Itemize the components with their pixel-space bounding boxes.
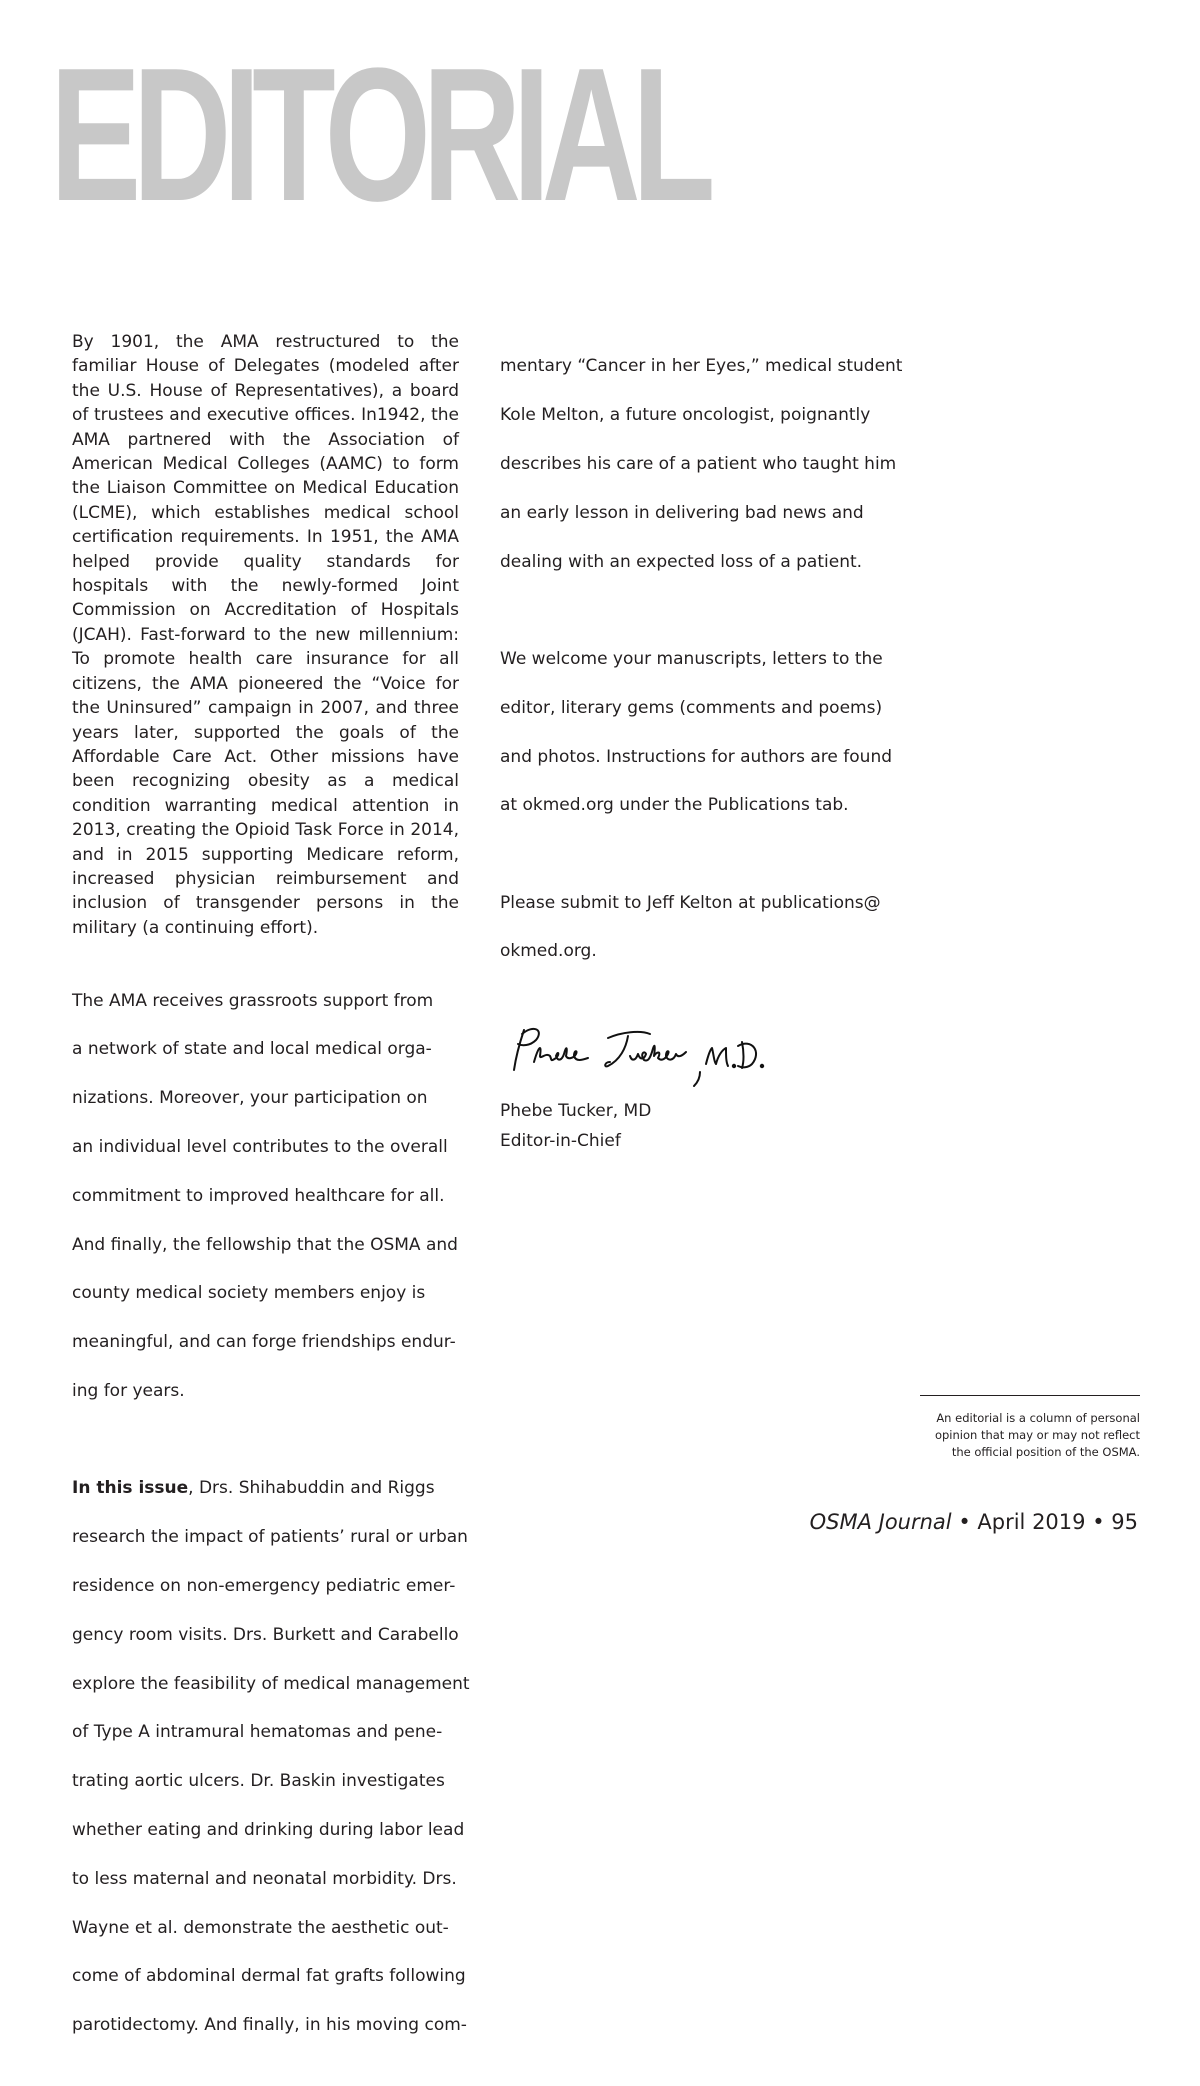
left-column bbox=[72, 330, 470, 2086]
editorial-disclaimer bbox=[920, 1395, 1140, 1461]
text-line: whether eating and drinking during labor lead bbox=[72, 1819, 465, 1840]
signer-title: Editor-in-Chief bbox=[500, 1131, 621, 1152]
text-line: Wayne et al. demonstrate the aesthetic out- bbox=[72, 1917, 449, 1938]
text-line bbox=[72, 1476, 459, 1500]
text-line: an early lesson in delivering bad news and bbox=[500, 502, 864, 523]
text-line: describes his care of a patient who taught him bbox=[500, 454, 897, 475]
text-line: and photos. Instructions for authors are found bbox=[500, 746, 893, 767]
right-column bbox=[500, 330, 903, 1156]
text-line: okmed.org. bbox=[500, 941, 597, 962]
signer-name: Phebe Tucker, MD bbox=[500, 1101, 652, 1122]
text-line: to less maternal and neonatal morbidity. Drs. bbox=[72, 1868, 457, 1889]
disclaimer-line: the official position of the OSMA. bbox=[951, 1445, 1140, 1459]
page-number: 95 bbox=[1111, 1510, 1138, 1534]
in-this-issue-paragraph bbox=[72, 1452, 470, 2062]
commentary-paragraph bbox=[500, 330, 903, 598]
text-line: mentary “Cancer in her Eyes,” medical student bbox=[500, 356, 903, 377]
text-line: parotidectomy. And finally, in his moving com- bbox=[72, 2015, 467, 2036]
disclaimer-line: opinion that may or may not reflect bbox=[934, 1428, 1140, 1442]
footer-separator: • bbox=[951, 1510, 978, 1534]
manuscripts-paragraph bbox=[500, 622, 900, 842]
page-footer bbox=[810, 1510, 1138, 1534]
text-line: Kole Melton, a future oncologist, poignantly bbox=[500, 405, 871, 426]
in-this-issue-rest: , Drs. Shihabuddin and Riggs bbox=[188, 1478, 435, 1499]
text-line: of Type A intramural hematomas and pene- bbox=[72, 1722, 443, 1743]
text-line: meaningful, and can forge friendships endur- bbox=[72, 1332, 456, 1353]
text-line: a network of state and local medical orga- bbox=[72, 1039, 432, 1060]
text-line: We welcome your manuscripts, letters to the bbox=[500, 648, 883, 669]
text-line: an individual level contributes to the overall bbox=[72, 1137, 448, 1157]
text-line: Please submit to Jeff Kelton at publications@ bbox=[500, 892, 881, 913]
signature-image bbox=[500, 1022, 780, 1096]
signer-block bbox=[500, 1096, 900, 1156]
text-line: editor, literary gems (comments and poems) bbox=[500, 697, 883, 718]
text-line: at okmed.org under the Publications tab. bbox=[500, 795, 849, 816]
journal-name: OSMA Journal bbox=[809, 1510, 952, 1534]
text-line: ing for years. bbox=[72, 1381, 185, 1402]
text-line: commitment to improved healthcare for all. bbox=[72, 1185, 445, 1206]
text-line: The AMA receives grassroots support from bbox=[72, 990, 434, 1011]
text-line: come of abdominal dermal fat grafts following bbox=[72, 1966, 466, 1987]
text-line: gency room visits. Drs. Burkett and Carabello bbox=[72, 1624, 459, 1645]
submit-paragraph bbox=[500, 866, 900, 988]
text-line: research the impact of patients’ rural or urban bbox=[72, 1527, 468, 1548]
footer-separator: • bbox=[1085, 1510, 1112, 1534]
text-line: county medical society members enjoy is bbox=[72, 1283, 426, 1304]
signature bbox=[500, 1022, 900, 1096]
masthead-title: EDITORIAL bbox=[50, 29, 707, 241]
grassroots-paragraph bbox=[72, 964, 459, 1428]
disclaimer-line: An editorial is a column of personal bbox=[936, 1411, 1140, 1425]
text-line: trating aortic ulcers. Dr. Baskin investigates bbox=[72, 1771, 445, 1792]
issue-date: April 2019 bbox=[977, 1510, 1086, 1534]
in-this-issue-lead: In this issue bbox=[72, 1478, 189, 1499]
history-paragraph: By 1901, the AMA restructured to the familiar House of Delegates (modeled after the U.S. House of Representatives), a board of trustees and executive offices. In1942, the AMA partnered with the Association of American Medical Colleges (AAMC) to form the Liaison Committee on Medical Education (LCME), which establishes medical school certification requirements. In 1951, the AMA helped provide quality standards for hospitals with the newly-formed Joint Commission on Accreditation of Hospitals (JCAH). Fast-forward to the new millennium: To promote health care insurance for all citizens, the AMA pioneered the “Voice for the Uninsured” campaign in 2007, and three years later, supported the goals of the Affordable Care Act. Other missions have been recognizing obesity as a medical condition warranting medical attention in 2013, creating the Opioid Task Force in 2014, and in 2015 supporting Medicare reform, increased physician reimbursement and inclusion of transgender persons in the military (a continuing effort). bbox=[72, 332, 459, 938]
text-line: dealing with an expected loss of a patient. bbox=[500, 551, 863, 572]
text-line: nizations. Moreover, your participation on bbox=[72, 1088, 428, 1109]
text-line: explore the feasibility of medical management bbox=[72, 1673, 470, 1694]
text-line: And finally, the fellowship that the OSMA and bbox=[72, 1234, 458, 1255]
text-line: residence on non-emergency pediatric emer- bbox=[72, 1575, 456, 1596]
